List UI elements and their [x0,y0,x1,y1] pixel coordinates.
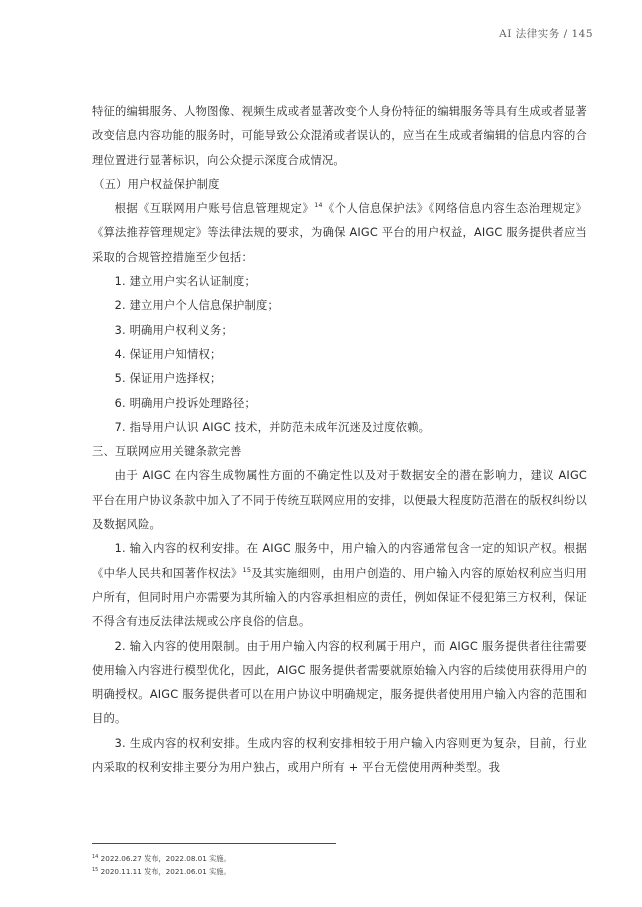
footnote-text: 2022.06.27 发布，2022.08.01 实施。 [100,854,231,863]
footnote-text: 2020.11.11 发布，2021.06.01 实施。 [100,867,231,876]
section-heading-key-terms: 三、互联网应用关键条款完善 [92,445,242,459]
list-item: 6. 明确用户投诉处理路径； [114,396,257,410]
paragraph-legal-basis-part-b: 《个人信息保护法》《网络信息内容生态治理规定》《算法推荐管理规定》等法律法规的要求，为确保 AIGC 平台的用户权益，AIGC 服务提供者应当采取的合规管控措施至少包括： [92,202,588,264]
list-item: 3. 明确用户权利义务； [114,323,234,337]
paragraph-input-rights-part-a: 1. 输入内容的权利安排。在 AIGC 服务中，用户输入的内容通常包含一定的知识产权。根据《中华人民共和国著作权法》 [92,542,587,580]
paragraph-legal-basis [92,197,587,270]
footnote-number: 14 [92,854,99,860]
footnote-15 [92,865,231,878]
list-item: 7. 指导用户认识 AIGC 技术，并防范未成年沉迷及过度依赖。 [114,420,431,434]
running-header: AI 法律实务 / 145 [499,28,593,40]
paragraph-input-rights [92,537,587,634]
footnote-14 [92,852,231,865]
section-heading-user-rights: （五）用户权益保护制度 [93,177,220,191]
paragraph-legal-basis-part-a: 根据《互联网用户账号信息管理规定》 [114,202,315,216]
main-text [92,100,587,780]
list-item: 4. 保证用户知情权； [114,347,222,361]
footnote-number: 15 [92,867,99,873]
footnote-divider [92,843,336,844]
paragraph-input-rights-part-b: 及其实施细则，由用户创造的、用户输入内容的原始权利应当归用户所有，但同时用户亦需要为其所输入的内容承担相应的责任，例如保证不侵犯第三方权利，保证不得含有违反法律法规或公序良俗的信息。 [92,566,587,629]
list-item: 2. 建立用户个人信息保护制度； [114,299,280,313]
paragraph-aigc-platform: 由于 AIGC 在内容生成物属性方面的不确定性以及对于数据安全的潜在影响力，建议 AIGC 平台在用户协议条款中加入了不同于传统互联网应用的安排，以便最大程度防范潜在的版权纠纷以及数据风险。 [92,469,587,532]
paragraph-input-usage: 2. 输入内容的使用限制。由于用户输入内容的权利属于用户，而 AIGC 服务提供者往往需要使用输入内容进行模型优化，因此，AIGC 服务提供者需要就原始输入内容的后续使用获得用户的明确授权。AIGC 服务提供者可以在用户协议中明确规定，服务提供者使用用户输入内容的范围和目的。 [92,639,587,726]
list-item: 1. 建立用户实名认证制度； [114,275,257,289]
footnote-ref-14[interactable]: 14 [314,201,323,210]
paragraph-intro: 特征的编辑服务、人物图像、视频生成或者显著改变个人身份特征的编辑服务等具有生成或者显著改变信息内容功能的服务时，可能导致公众混淆或者误认的，应当在生成或者编辑的信息内容的合理位置进行显著标识，向公众提示深度合成情况。 [92,105,587,167]
paragraph-output-rights: 3. 生成内容的权利安排。生成内容的权利安排相较于用户输入内容则更为复杂，目前，行业内采取的权利安排主要分为用户独占，或用户所有 + 平台无偿使用两种类型。我 [92,736,587,775]
footnote-ref-15[interactable]: 15 [242,565,252,574]
footnotes [92,852,231,878]
list-item: 5. 保证用户选择权； [114,372,222,386]
